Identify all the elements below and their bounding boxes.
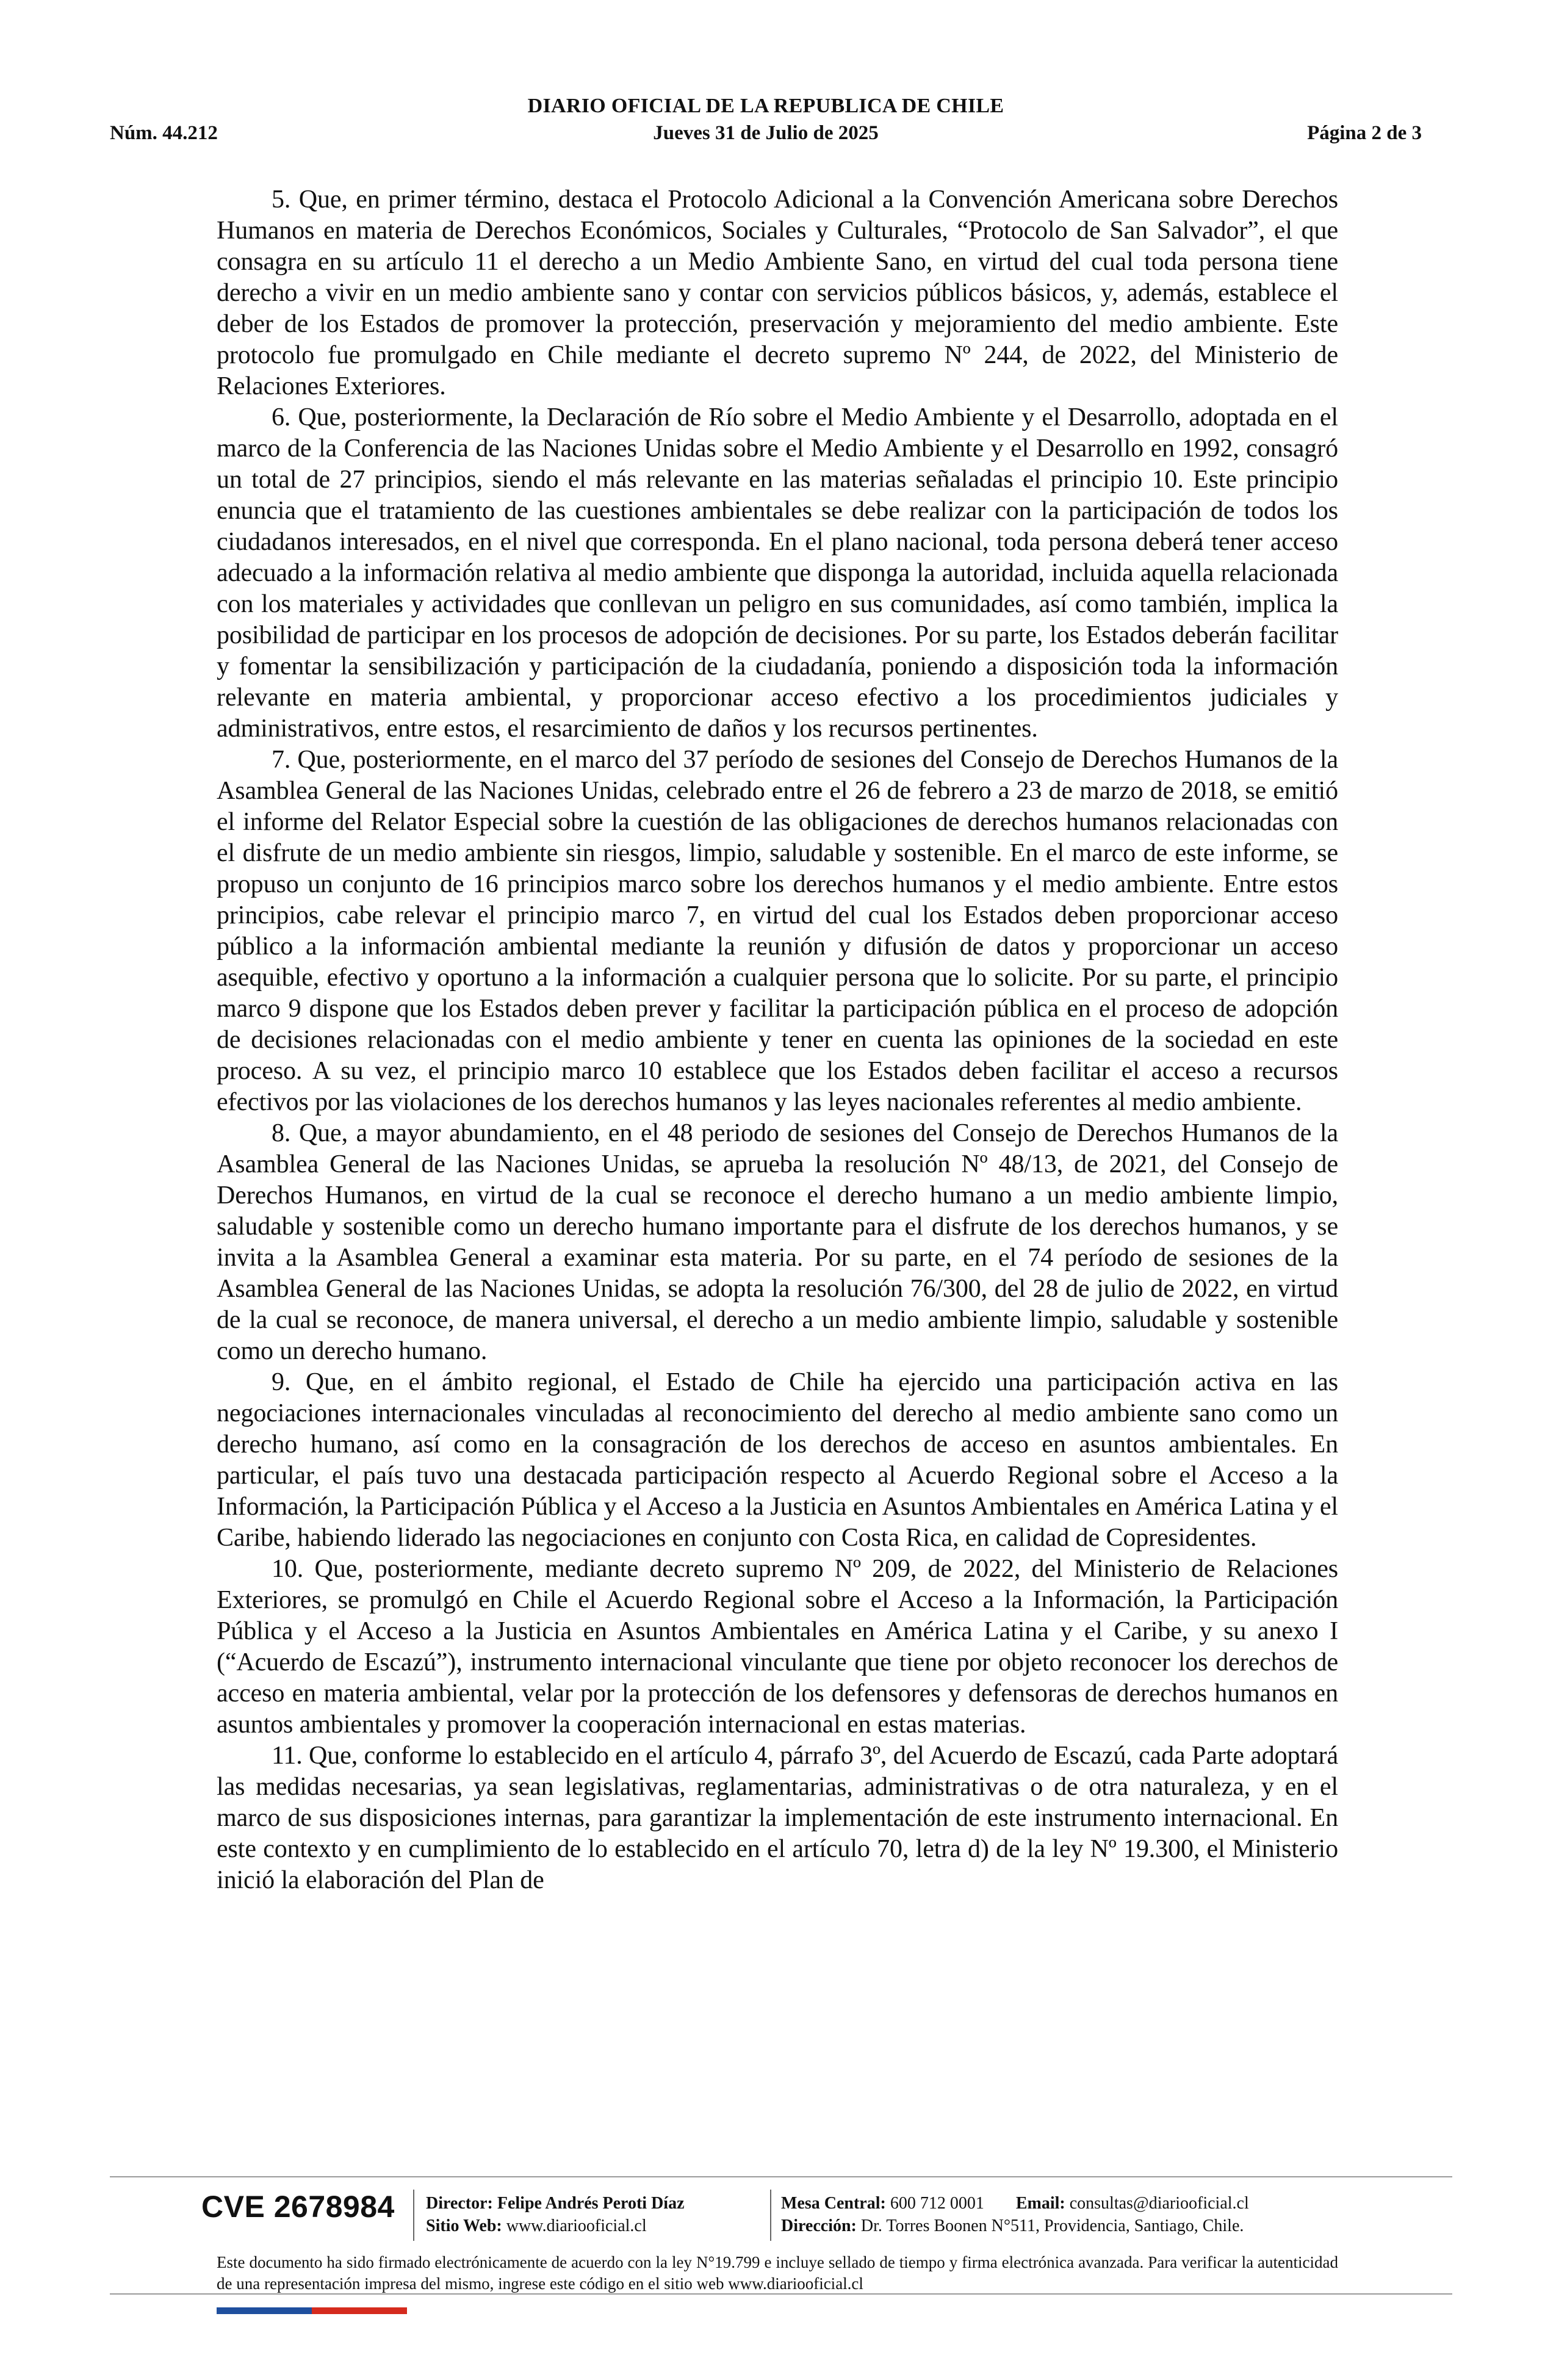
address-label: Dirección: [781,2216,857,2235]
email-address[interactable]: consultas@diariooficial.cl [1069,2194,1249,2213]
paragraph-5: 5. Que, en primer término, destaca el Protocolo Adicional a la Convención Americana sobre Derechos Humanos en materia de Derechos Económicos, Sociales y Culturales, “Protocolo de San Salvador”, el que consagra en su artículo 11 el derecho a un Medio Ambiente Sano, en virtud del cual toda persona tiene derecho a vivir en un medio ambiente sano y contar con servicios públicos básicos, y, además, establece el deber de los Estados de promover la protección, preservación y mejoramiento del medio ambiente. Este protocolo fue promulgado en Chile mediante el decreto supremo Nº 244, de 2022, del Ministerio de Relaciones Exteriores. [217,186,1338,400]
director-label: Director: [426,2194,493,2213]
director-name: Felipe Andrés Peroti Díaz [497,2194,685,2213]
paragraph-8: 8. Que, a mayor abundamiento, en el 48 periodo de sesiones del Consejo de Derechos Humanos de la Asamblea General de las Naciones Unidas, se aprueba la resolución Nº 48/13, de 2021, del Consejo de Derechos Humanos, en virtud de la cual se reconoce el derecho humano a un medio ambiente limpio, saludable y sostenible como un derecho humano importante para el disfrute de los derechos humanos, y se invita a la Asamblea General a examinar esta materia. Por su parte, en el 74 período de sesiones de la Asamblea General de las Naciones Unidas, se adopta la resolución 76/300, del 28 de julio de 2022, en virtud de la cual se reconoce, de manera universal, el derecho a un medio ambiente limpio, saludable y sostenible como un derecho humano. [217,1119,1338,1365]
paragraph-10: 10. Que, posteriormente, mediante decreto supremo Nº 209, de 2022, del Ministerio de Relaciones Exteriores, se promulgó en Chile el Acuerdo Regional sobre el Acceso a la Información, la Participación Pública y el Acceso a la Justicia en Asuntos Ambientales en América Latina y el Caribe, y su anexo I (“Acuerdo de Escazú”), instrumento internacional vinculante que tiene por objeto reconocer los derechos de acceso en materia ambiental, velar por la protección de los defensores y defensoras de derechos humanos en asuntos ambientales y promover la cooperación internacional en estas materias. [217,1555,1338,1739]
email-label: Email: [1015,2194,1065,2213]
footer-separator [770,2190,771,2241]
publication-title: DIARIO OFICIAL DE LA REPUBLICA DE CHILE [527,95,1004,117]
phone-number: 600 712 0001 [890,2194,984,2213]
flag-stripe-blue [217,2307,312,2314]
address-value: Dr. Torres Boonen N°511, Providencia, Santiago, Chile. [860,2216,1244,2235]
website-label: Sitio Web: [426,2216,502,2235]
website-line [426,2215,685,2237]
page-indicator: Página 2 de 3 [1307,122,1422,144]
footer-separator [413,2190,414,2241]
phone-label: Mesa Central: [781,2194,886,2213]
digital-signature-note: Este documento ha sido firmado electrónicamente de acuerdo con la ley N°19.799 e incluye sellado de tiempo y firma electrónica avanzada. Para verificar la autenticidad de una representación impresa del mismo, ingrese este código en el sitio web www.diariooficial.cl [217,2253,1338,2293]
footer-divider-top [110,2176,1452,2177]
flag-stripe [217,2307,407,2314]
issue-date: Jueves 31 de Julio de 2025 [653,122,879,144]
paragraph-9: 9. Que, en el ámbito regional, el Estado de Chile ha ejercido una participación activa en las negociaciones internacionales vinculadas al reconocimiento del derecho al medio ambiente sano como un derecho humano, así como en la consagración de los derechos de acceso en asuntos ambientales. En particular, el país tuvo una destacada participación respecto al Acuerdo Regional sobre el Acceso a la Información, la Participación Pública y el Acceso a la Justicia en Asuntos Ambientales en América Latina y el Caribe, habiendo liderado las negociaciones en conjunto con Costa Rica, en calidad de Copresidentes. [217,1368,1338,1552]
cve-code: CVE 2678984 [201,2190,395,2224]
footer-contact-info [781,2192,1249,2237]
footer-editorial-info [426,2192,685,2237]
paragraph-11: 11. Que, conforme lo establecido en el artículo 4, párrafo 3º, del Acuerdo de Escazú, cada Parte adoptará las medidas necesarias, ya sean legislativas, reglamentarias, administrativas o de otra naturaleza, y en el marco de sus disposiciones internas, para garantizar la implementación de este instrumento internacional. En este contexto y en cumplimiento de lo establecido en el artículo 70, letra d) de la ley Nº 19.300, el Ministerio inició la elaboración del Plan de [217,1742,1338,1894]
footer-divider-bottom [110,2293,1452,2295]
flag-stripe-red [312,2307,407,2314]
website-link[interactable]: www.diariooficial.cl [506,2216,647,2235]
paragraph-7: 7. Que, posteriormente, en el marco del 37 período de sesiones del Consejo de Derechos Humanos de la Asamblea General de las Naciones Unidas, celebrado entre el 26 de febrero a 23 de marzo de 2018, se emitió el informe del Relator Especial sobre la cuestión de las obligaciones de derechos humanos relacionadas con el disfrute de un medio ambiente sin riesgos, limpio, saludable y sostenible. En el marco de este informe, se propuso un conjunto de 16 principios marco sobre los derechos humanos y el medio ambiente. Entre estos principios, cabe relevar el principio marco 7, en virtud del cual los Estados deben proporcionar acceso público a la información ambiental mediante la reunión y difusión de datos y proporcionar un acceso asequible, efectivo y oportuno a la información a cualquier persona que lo solicite. Por su parte, el principio marco 9 dispone que los Estados deben prever y facilitar la participación pública en el proceso de adopción de decisiones relacionadas con el medio ambiente y tener en cuenta las opiniones de la sociedad en este proceso. A su vez, el principio marco 10 establece que los Estados deben facilitar el acceso a recursos efectivos por las violaciones de los derechos humanos y las leyes nacionales referentes al medio ambiente. [217,746,1338,1116]
paragraph-6: 6. Que, posteriormente, la Declaración de Río sobre el Medio Ambiente y el Desarrollo, adoptada en el marco de la Conferencia de las Naciones Unidas sobre el Medio Ambiente y el Desarrollo en 1992, consagró un total de 27 principios, siendo el más relevante en las materias señaladas el principio 10. Este principio enuncia que el tratamiento de las cuestiones ambientales se debe realizar con la participación de todos los ciudadanos interesados, en el nivel que corresponda. En el plano nacional, toda persona deberá tener acceso adecuado a la información relativa al medio ambiente que disponga la autoridad, incluida aquella relacionada con los materiales y actividades que conllevan un peligro en sus comunidades, así como también, implica la posibilidad de participar en los procesos de adopción de decisiones. Por su parte, los Estados deberán facilitar y fomentar la sensibilización y participación de la ciudadanía, poniendo a disposición toda la información relevante en materia ambiental, y proporcionar acceso efectivo a los procedimientos judiciales y administrativos, entre estos, el resarcimiento de daños y los recursos pertinentes. [217,403,1338,743]
issue-number: Núm. 44.212 [110,122,218,144]
contact-line [781,2192,1249,2215]
document-body [217,184,1338,1896]
address-line [781,2215,1249,2237]
director-line [426,2192,685,2215]
page-header [110,93,1422,149]
